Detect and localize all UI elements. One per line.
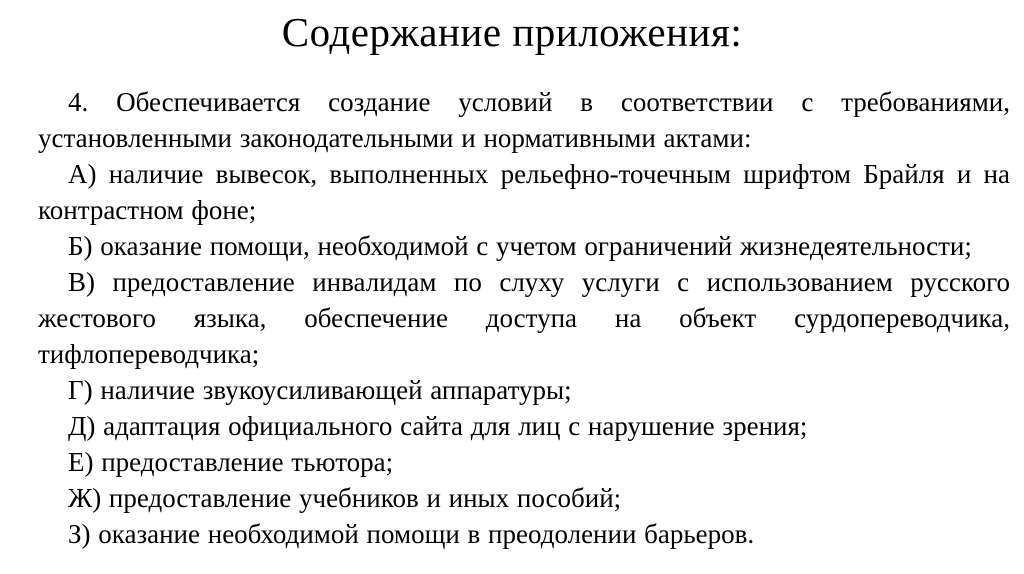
list-item-d: Д) адаптация официального сайта для лиц с нарушение зрения; (68, 411, 808, 441)
list-item-v: В) предоставление инвалидам по слуху услуги с использованием русского жестового языка, обеспечение доступа на объект сурдопереводчика, тифлопереводчика; (38, 267, 1010, 369)
list-item-g: Г) наличие звукоусиливающей аппаратуры; (68, 375, 572, 405)
list-item-b: Б) оказание помощи, необходимой с учетом ограничений жизнедеятельности; (68, 231, 972, 261)
list-item-a: А) наличие вывесок, выполненных рельефно-точечным шрифтом Брайля и на контрастном фоне; (38, 159, 1010, 225)
slide-body (0, 84, 1024, 552)
slide-title: Содержание приложения: (281, 9, 743, 55)
list-item-zh: Ж) предоставление учебников и иных пособий; (68, 483, 622, 513)
intro-paragraph: 4. Обеспечивается создание условий в соответствии с требованиями, установленными законодательными и нормативными актами: (38, 87, 1010, 153)
list-item-e: Е) предоставление тьютора; (68, 447, 394, 477)
list-item-z: З) оказание необходимой помощи в преодолении барьеров. (68, 519, 755, 549)
